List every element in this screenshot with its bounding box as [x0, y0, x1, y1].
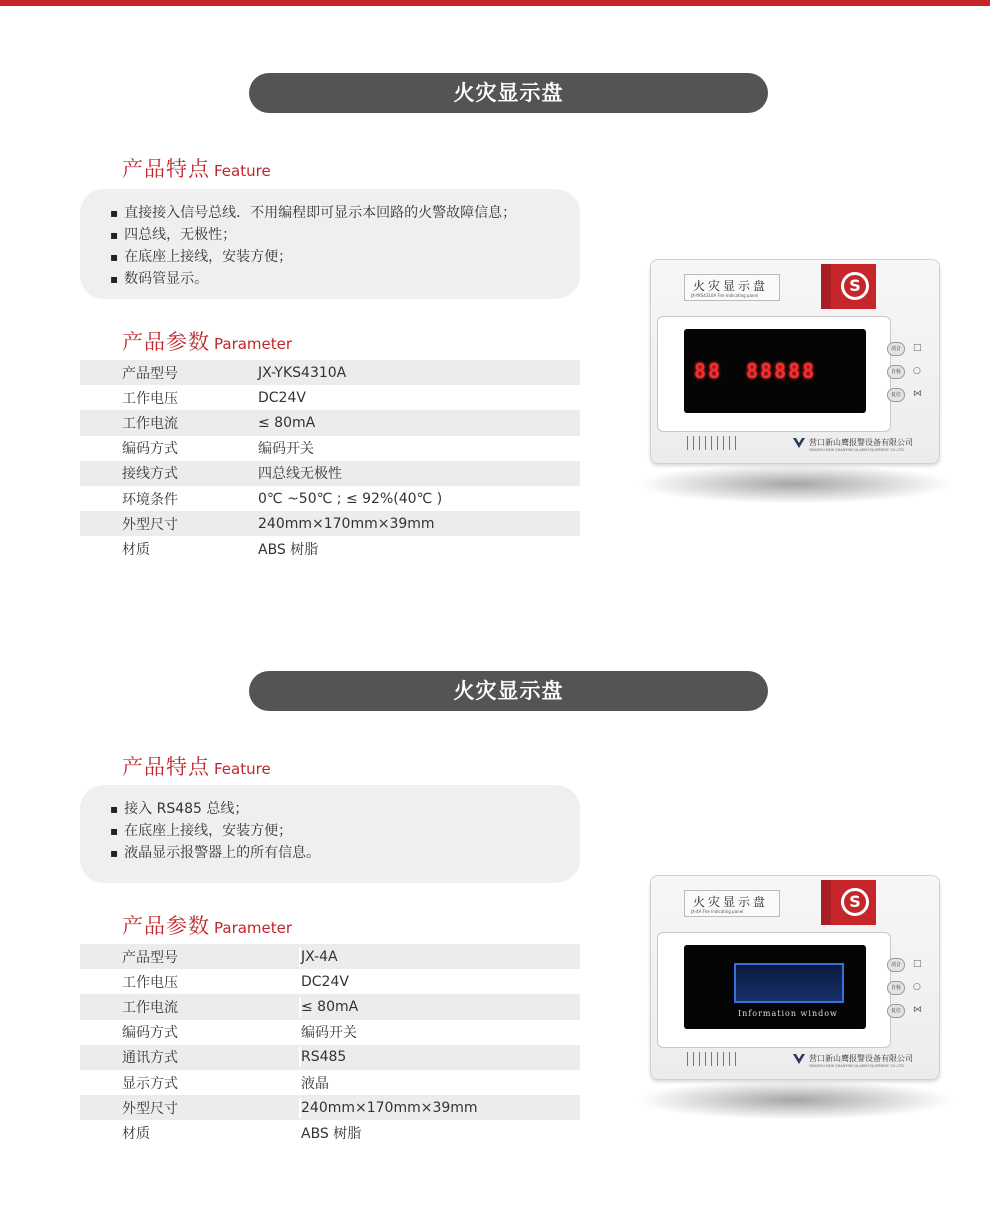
- lcd-display: [684, 945, 866, 1029]
- param-heading: [122, 326, 292, 356]
- param-heading: [122, 910, 292, 940]
- param-key: 接线方式: [122, 466, 178, 483]
- bulb-icon: ○: [913, 982, 921, 992]
- device-body: [650, 875, 940, 1080]
- company-logo-icon: [793, 1052, 805, 1066]
- device-front-panel: [657, 316, 891, 432]
- param-value: 液晶: [301, 1075, 329, 1092]
- param-row: [80, 969, 580, 994]
- feature-heading-en: Feature: [214, 162, 271, 180]
- param-key: 工作电压: [122, 390, 178, 407]
- logo-strip: [821, 880, 831, 925]
- info-window-label: Information window: [738, 1009, 838, 1018]
- param-value: RS485: [301, 1049, 347, 1066]
- param-row: [80, 486, 580, 511]
- param-key: 显示方式: [122, 1075, 178, 1092]
- device-front-panel: [657, 932, 891, 1048]
- device-button-reset: 复位: [887, 388, 905, 402]
- feature-list: [80, 785, 580, 883]
- feature-item: ▪ 四总线，无极性；: [110, 224, 580, 246]
- param-key: 编码方式: [122, 441, 178, 458]
- param-value: JX-4A: [301, 948, 338, 965]
- product-section-1: [0, 0, 990, 600]
- param-heading-en: Parameter: [214, 335, 293, 353]
- device-sublabel: JX-YKS4310A Fire Indicating panel: [691, 293, 759, 298]
- feature-item: ▪ 液晶显示报警器上的所有信息。: [110, 842, 580, 864]
- param-value: 编码开关: [301, 1025, 357, 1042]
- param-value: DC24V: [301, 973, 349, 990]
- led-digits-left: 88: [694, 359, 723, 383]
- company-name-en: YINGKOU NEW SHANYING ALARM EQUIPMENT CO.,LTD.: [809, 448, 905, 452]
- param-value: ≤ 80mA: [258, 414, 316, 431]
- param-heading-en: Parameter: [214, 919, 293, 937]
- param-row: [80, 385, 580, 410]
- device-button-selftest: 自检: [887, 365, 905, 379]
- feature-item: ▪ 在底座上接线，安装方便；: [110, 246, 580, 268]
- param-key: 外型尺寸: [122, 516, 178, 533]
- param-key: 工作电流: [122, 415, 178, 432]
- product-section-2: [0, 597, 990, 1197]
- device-body: [650, 259, 940, 464]
- bulb-icon: ○: [913, 366, 921, 376]
- param-key: 环境条件: [122, 491, 178, 508]
- logo-strip: [821, 264, 831, 309]
- param-value: 四总线无极性: [258, 466, 342, 483]
- param-row: [80, 1095, 580, 1120]
- param-value: 编码开关: [258, 441, 314, 458]
- param-key: 产品型号: [80, 947, 301, 967]
- device-shadow: [635, 1080, 955, 1120]
- feature-heading: [122, 751, 271, 781]
- device-label-text: 火灾显示盘: [693, 279, 769, 293]
- logo-circle: S: [841, 272, 869, 300]
- param-row: [80, 511, 580, 536]
- section-title: 火灾显示盘: [249, 73, 768, 113]
- device-shadow: [635, 464, 955, 504]
- company-name: 营口新山鹰报警设备有限公司: [809, 1054, 913, 1063]
- param-heading-zh: 产品参数: [122, 330, 210, 354]
- param-row: [80, 410, 580, 435]
- param-key: 通讯方式: [80, 1047, 301, 1067]
- brand-logo: [821, 880, 876, 925]
- param-row: [80, 944, 580, 969]
- book-icon: □: [913, 959, 922, 969]
- param-key: 外型尺寸: [80, 1098, 301, 1118]
- param-key: 产品型号: [122, 365, 178, 382]
- company-name: 营口新山鹰报警设备有限公司: [809, 438, 913, 447]
- feature-item: ▪ 直接接入信号总线．不用编程即可显示本回路的火警故障信息；: [110, 202, 580, 224]
- feature-item: ▪ 数码管显示。: [110, 268, 580, 290]
- device-label-text: 火灾显示盘: [693, 895, 769, 909]
- param-value: ABS 树脂: [258, 541, 319, 558]
- device-button-reset: 复位: [887, 1004, 905, 1018]
- device-label: [684, 274, 780, 301]
- feature-item: ▪ 接入 RS485 总线；: [110, 798, 580, 820]
- param-key: 编码方式: [122, 1025, 178, 1042]
- param-value: 240mm×170mm×39mm: [301, 1099, 478, 1116]
- param-row: [80, 1045, 580, 1070]
- param-row: [80, 1120, 580, 1145]
- param-key: 工作电压: [122, 974, 178, 991]
- feature-list: [80, 189, 580, 299]
- param-value: ≤ 80mA: [301, 998, 359, 1015]
- logo-circle: S: [841, 888, 869, 916]
- param-value: 240mm×170mm×39mm: [258, 515, 435, 532]
- reset-icon: ⋈: [913, 389, 922, 399]
- feature-item: ▪ 在底座上接线，安装方便；: [110, 820, 580, 842]
- param-heading-zh: 产品参数: [122, 914, 210, 938]
- feature-heading: [122, 153, 271, 183]
- company-logo-icon: [793, 436, 805, 450]
- device-button-silence: 消音: [887, 342, 905, 356]
- company-name-en: YINGKOU NEW SHANYING ALARM EQUIPMENT CO.,LTD.: [809, 1064, 905, 1068]
- param-row: [80, 461, 580, 486]
- param-row: [80, 436, 580, 461]
- param-value: 0℃ ~50℃ ; ≤ 92%(40℃ ): [258, 490, 443, 507]
- book-icon: □: [913, 343, 922, 353]
- param-key: 材质: [122, 1125, 150, 1142]
- reset-icon: ⋈: [913, 1005, 922, 1015]
- param-row: [80, 1020, 580, 1045]
- feature-heading-zh: 产品特点: [122, 157, 210, 181]
- device-label: [684, 890, 780, 917]
- param-key: 材质: [122, 541, 150, 558]
- param-row: [80, 536, 580, 561]
- led-digits-right: 88888: [746, 359, 817, 383]
- device-button-selftest: 自检: [887, 981, 905, 995]
- speaker-vents: [687, 1052, 737, 1066]
- param-value: DC24V: [258, 389, 306, 406]
- param-row: [80, 360, 580, 385]
- param-row: [80, 994, 580, 1019]
- lcd-window: [734, 963, 844, 1003]
- param-row: [80, 1070, 580, 1095]
- led-display: [684, 329, 866, 413]
- speaker-vents: [687, 436, 737, 450]
- section-title: 火灾显示盘: [249, 671, 768, 711]
- param-table: [80, 360, 580, 562]
- device-sublabel: JX-4A Fire Indicating panel: [691, 909, 744, 914]
- param-table: [80, 944, 580, 1146]
- device-button-silence: 消音: [887, 958, 905, 972]
- param-value: ABS 树脂: [301, 1125, 362, 1142]
- param-value: JX-YKS4310A: [258, 364, 347, 381]
- feature-heading-zh: 产品特点: [122, 755, 210, 779]
- brand-logo: [821, 264, 876, 309]
- param-key: 工作电流: [80, 997, 301, 1017]
- feature-heading-en: Feature: [214, 760, 271, 778]
